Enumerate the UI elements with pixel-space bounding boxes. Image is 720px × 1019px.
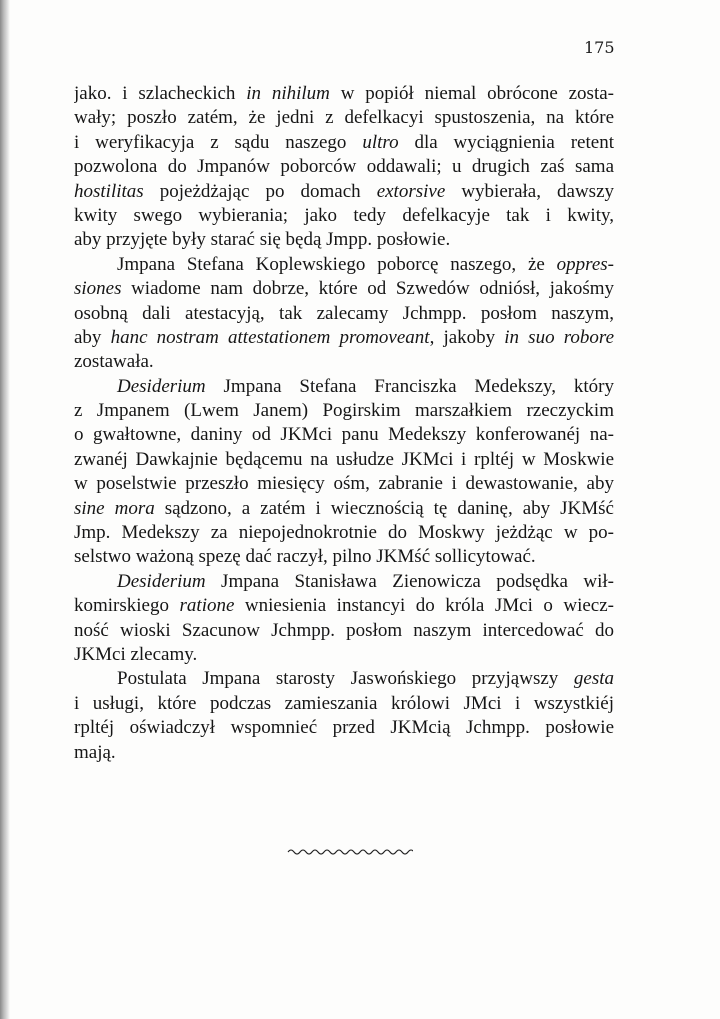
text-line bbox=[74, 326, 614, 350]
text-line bbox=[74, 594, 614, 618]
text-line bbox=[74, 692, 614, 716]
text-line bbox=[74, 204, 614, 228]
text-line bbox=[74, 253, 614, 277]
text-line bbox=[74, 472, 614, 496]
text-segment: Jmpana Stefana Franciszka Medekszy, który bbox=[205, 375, 614, 397]
italic-segment: hostilitas bbox=[74, 180, 144, 202]
italic-segment: Desiderium bbox=[117, 375, 206, 397]
text-segment: z Jmpanem (Lwem Janem) Pogirskim marszałkiem rzeczyckim bbox=[74, 400, 614, 422]
text-line bbox=[74, 131, 614, 155]
text-segment: w poselstwie przeszło miesięcy ośm, zabranie i dewastowanie, aby bbox=[74, 473, 614, 495]
text-line bbox=[74, 399, 614, 423]
text-segment: sądzono, a zatém i wiecznością tę daninę, aby JKMść bbox=[154, 497, 614, 519]
text-segment: mają. bbox=[74, 741, 116, 763]
text-segment: kwity swego wybierania; jako tedy defelkacyje tak i kwity, bbox=[74, 204, 614, 226]
italic-segment: Desiderium bbox=[117, 570, 206, 592]
italic-segment: in suo robore bbox=[504, 326, 614, 348]
text-segment: i weryfikacyja z sądu naszego bbox=[74, 131, 363, 153]
text-segment: wniesienia instancyi do króla JMci o wiecz- bbox=[234, 595, 614, 617]
text-segment: osobną dali atestacyją, tak zalecamy Jchmpp. posłom naszym, bbox=[74, 302, 614, 324]
italic-segment: ultro bbox=[362, 131, 399, 153]
body-text bbox=[74, 82, 614, 765]
text-line bbox=[74, 423, 614, 447]
text-segment: pozwolona do Jmpanów poborców oddawali; u drugich zaś sama bbox=[74, 156, 614, 178]
text-line bbox=[74, 521, 614, 545]
text-line bbox=[74, 619, 614, 643]
text-line bbox=[74, 643, 614, 667]
text-segment: jako. i szlacheckich bbox=[74, 83, 247, 104]
text-segment: wiadome nam dobrze, które od Szwedów odniósł, jakośmy bbox=[121, 278, 614, 300]
italic-segment: oppres- bbox=[556, 253, 614, 275]
text-segment: zwanéj Dawkajnie będącemu na usłudze JKMci i rpltéj w Moskwie bbox=[74, 448, 614, 470]
text-segment: wały; poszło zatém, że jedni z defelkacyi spustoszenia, na które bbox=[74, 107, 614, 129]
text-segment: komirskiego bbox=[74, 595, 180, 617]
text-segment: pojeżdżając po domach bbox=[143, 180, 377, 202]
text-line bbox=[74, 350, 614, 374]
page-number: 175 bbox=[584, 38, 615, 57]
text-line bbox=[74, 180, 614, 204]
text-line bbox=[74, 545, 614, 569]
text-segment: dla wyciągnienia retent bbox=[398, 131, 614, 153]
text-segment: ność wioski Szacunow Jchmpp. posłom naszym intercedować do bbox=[74, 619, 614, 641]
text-line bbox=[74, 277, 614, 301]
text-line bbox=[74, 741, 614, 765]
text-segment: wybierała, dawszy bbox=[445, 180, 614, 202]
italic-segment: sine mora bbox=[74, 497, 155, 519]
italic-segment: in nihilum bbox=[246, 83, 330, 104]
text-segment: o gwałtowne, daniny od JKMci panu Medekszy konferowanéj na- bbox=[74, 424, 614, 446]
text-segment: , jakoby bbox=[429, 326, 505, 348]
text-segment: w popiół niemal obrócone zosta- bbox=[329, 83, 614, 104]
text-line bbox=[74, 716, 614, 740]
text-line bbox=[74, 106, 614, 130]
text-segment: aby bbox=[74, 326, 111, 348]
italic-segment: gesta bbox=[573, 668, 614, 690]
italic-segment: ratione bbox=[179, 595, 235, 617]
text-segment: Jmpana Stanisława Zienowicza podsędka wił- bbox=[205, 570, 614, 592]
text-line bbox=[74, 570, 614, 594]
text-segment: JKMci zlecamy. bbox=[74, 643, 198, 665]
text-segment: zostawała. bbox=[74, 351, 154, 373]
text-segment: Jmp. Medekszy za niepojednokrotnie do Moskwy jeżdżąc w po- bbox=[74, 522, 614, 544]
text-line bbox=[74, 667, 614, 691]
binding-gutter bbox=[0, 0, 10, 1019]
text-line bbox=[74, 375, 614, 399]
text-segment: aby przyjęte były starać się będą Jmpp. posłowie. bbox=[74, 229, 451, 251]
wavy-line-ornament bbox=[287, 846, 413, 858]
text-line bbox=[74, 302, 614, 326]
italic-segment: hanc nostram attestationem promoveant bbox=[110, 326, 430, 348]
text-line bbox=[74, 155, 614, 179]
text-segment: rpltéj oświadczył wspomnieć przed JKMcią Jchmpp. posłowie bbox=[74, 717, 614, 739]
text-segment: selstwo ważoną spezę dać raczył, pilno JKMść sollicytować. bbox=[74, 546, 536, 568]
text-segment: Postulata Jmpana starosty Jaswońskiego przyjąwszy bbox=[117, 668, 574, 690]
text-line bbox=[74, 497, 614, 521]
text-line bbox=[74, 82, 614, 106]
text-segment: i usługi, które podczas zamieszania królowi JMci i wszystkiéj bbox=[74, 692, 614, 714]
italic-segment: extorsive bbox=[376, 180, 446, 202]
text-line bbox=[74, 228, 614, 252]
text-segment: Jmpana Stefana Koplewskiego poborcę naszego, że bbox=[117, 253, 557, 275]
italic-segment: siones bbox=[74, 278, 122, 300]
text-line bbox=[74, 448, 614, 472]
